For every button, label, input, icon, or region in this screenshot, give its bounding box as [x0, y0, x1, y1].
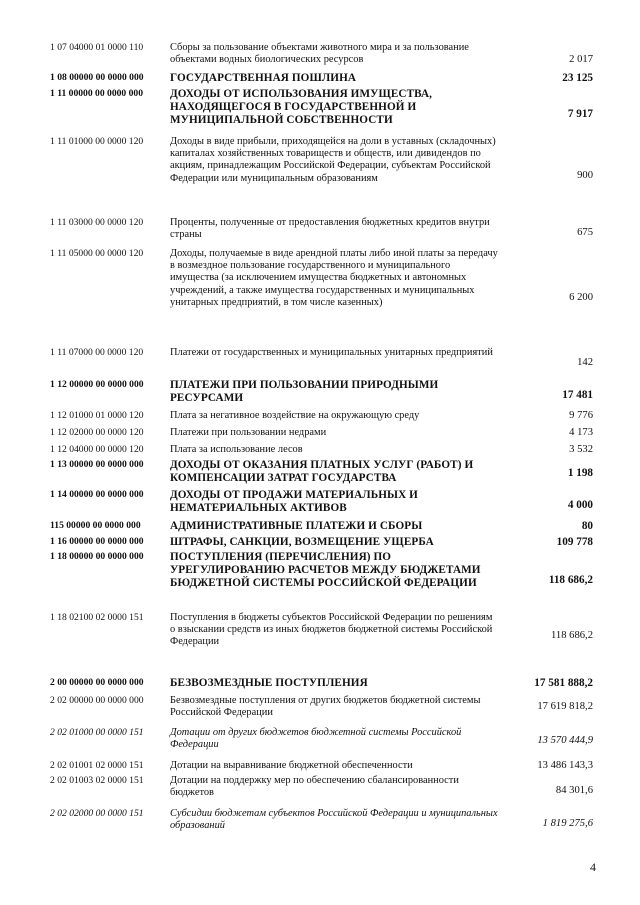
- row-code: 2 02 00000 00 0000 000: [50, 695, 144, 706]
- row-amount: 7 917: [567, 108, 593, 120]
- row-amount: 118 686,2: [548, 574, 593, 586]
- row-code: 1 11 00000 00 0000 000: [50, 88, 144, 99]
- row-code: 1 08 00000 00 0000 000: [50, 72, 144, 83]
- row-description: ДОХОДЫ ОТ ОКАЗАНИЯ ПЛАТНЫХ УСЛУГ (РАБОТ) И КОМПЕНСАЦИИ ЗАТРАТ ГОСУДАРСТВА: [170, 459, 474, 484]
- row-code: 1 11 03000 00 0000 120: [50, 217, 144, 228]
- row-code: 2 02 02000 00 0000 151: [50, 808, 144, 819]
- row-description: ГОСУДАРСТВЕННАЯ ПОШЛИНА: [170, 72, 357, 84]
- row-amount: 675: [577, 227, 593, 238]
- row-description: ПЛАТЕЖИ ПРИ ПОЛЬЗОВАНИИ ПРИРОДНЫМИ РЕСУРСАМИ: [170, 379, 439, 404]
- row-amount: 13 486 143,3: [537, 760, 593, 771]
- row-description: Плата за негативное воздействие на окружающую среду: [170, 410, 420, 421]
- row-code: 1 12 01000 01 0000 120: [50, 410, 144, 421]
- row-code: 2 02 01001 02 0000 151: [50, 760, 144, 771]
- row-description: ШТРАФЫ, САНКЦИИ, ВОЗМЕЩЕНИЕ УЩЕРБА: [170, 536, 434, 548]
- row-description: Безвозмездные поступления от других бюджетов бюджетной системы Российской Федерации: [170, 695, 481, 719]
- row-description: Плата за использование лесов: [170, 444, 303, 455]
- row-description: ДОХОДЫ ОТ ПРОДАЖИ МАТЕРИАЛЬНЫХ И НЕМАТЕРИАЛЬНЫХ АКТИВОВ: [170, 489, 418, 514]
- row-amount: 23 125: [562, 72, 593, 84]
- row-amount: 6 200: [569, 292, 593, 303]
- row-code: 1 11 07000 00 0000 120: [50, 347, 144, 358]
- row-amount: 17 481: [562, 389, 593, 401]
- row-description: Субсидии бюджетам субъектов Российской Федерации и муниципальных образований: [170, 808, 498, 832]
- row-code: 1 16 00000 00 0000 000: [50, 536, 144, 547]
- row-amount: 84 301,6: [555, 785, 593, 796]
- row-description: Дотации на поддержку мер по обеспечению сбалансированности бюджетов: [170, 775, 459, 799]
- row-amount: 3 532: [569, 444, 593, 455]
- row-amount: 900: [577, 170, 593, 181]
- row-description: Доходы в виде прибыли, приходящейся на доли в уставных (складочных) капиталах хозяйственных товариществ и обществ, или дивидендов по акциям, принадлежащим Российской Федерации, субъектам Российской Федерации или муниципальным образованиям: [170, 136, 496, 184]
- row-amount: 118 686,2: [551, 630, 593, 641]
- row-code: 1 12 04000 00 0000 120: [50, 444, 144, 455]
- row-amount: 13 570 444,9: [537, 735, 593, 746]
- row-amount: 17 619 818,2: [537, 701, 593, 712]
- row-amount: 4 000: [567, 499, 593, 511]
- row-code: 2 02 01003 02 0000 151: [50, 775, 144, 786]
- row-amount: 2 017: [569, 54, 593, 65]
- row-amount: 80: [581, 520, 593, 532]
- row-code: 1 07 04000 01 0000 110: [50, 42, 144, 53]
- row-code: 1 12 00000 00 0000 000: [50, 379, 144, 390]
- row-code: 1 11 05000 00 0000 120: [50, 248, 144, 259]
- row-description: АДМИНИСТРАТИВНЫЕ ПЛАТЕЖИ И СБОРЫ: [170, 520, 423, 532]
- row-description: Платежи от государственных и муниципальных унитарных предприятий: [170, 347, 493, 358]
- row-description: Дотации от других бюджетов бюджетной системы Российской Федерации: [170, 727, 462, 751]
- row-code: 1 13 00000 00 0000 000: [50, 459, 144, 470]
- page-number: 4: [590, 860, 596, 874]
- row-amount: 17 581 888,2: [534, 677, 593, 689]
- row-code: 1 14 00000 00 0000 000: [50, 489, 144, 500]
- row-amount: 9 776: [569, 410, 593, 421]
- row-code: 2 00 00000 00 0000 000: [50, 677, 144, 688]
- row-code: 1 11 01000 00 0000 120: [50, 136, 144, 147]
- row-description: Проценты, полученные от предоставления бюджетных кредитов внутри страны: [170, 217, 490, 241]
- row-description: Дотации на выравнивание бюджетной обеспеченности: [170, 760, 413, 771]
- row-amount: 1 819 275,6: [542, 818, 593, 829]
- row-amount: 4 173: [569, 427, 593, 438]
- row-code: 2 02 01000 00 0000 151: [50, 727, 144, 738]
- row-description: Поступления в бюджеты субъектов Российской Федерации по решениям о взыскании средств из иных бюджетов бюджетной системы Российской Федерации: [170, 612, 493, 648]
- row-amount: 1 198: [567, 467, 593, 479]
- row-description: ДОХОДЫ ОТ ИСПОЛЬЗОВАНИЯ ИМУЩЕСТВА, НАХОДЯЩЕГОСЯ В ГОСУДАРСТВЕННОЙ И МУНИЦИПАЛЬНОЙ СОБСТВЕННОСТИ: [170, 88, 433, 126]
- row-description: Сборы за пользование объектами животного мира и за пользование объектами водных биологических ресурсов: [170, 42, 469, 66]
- row-code: 1 12 02000 00 0000 120: [50, 427, 144, 438]
- row-code: 1 18 00000 00 0000 000: [50, 551, 144, 562]
- row-amount: 109 778: [556, 536, 593, 548]
- row-description: БЕЗВОЗМЕЗДНЫЕ ПОСТУПЛЕНИЯ: [170, 677, 368, 689]
- row-description: Платежи при пользовании недрами: [170, 427, 327, 438]
- row-description: Доходы, получаемые в виде арендной платы либо иной платы за передачу в возмездное пользование государственного и муниципального имущества (за исключением имущества бюджетных и автономных учреждений, а также имущества государственных и муниципальных унитарных предприятий, в том числе казенных): [170, 248, 498, 308]
- row-code: 115 00000 00 0000 000: [50, 520, 141, 531]
- row-amount: 142: [577, 357, 593, 368]
- row-description: ПОСТУПЛЕНИЯ (ПЕРЕЧИСЛЕНИЯ) ПО УРЕГУЛИРОВАНИЮ РАСЧЕТОВ МЕЖДУ БЮДЖЕТАМИ БЮДЖЕТНОЙ СИСТЕМЫ РОССИЙСКОЙ ФЕДЕРАЦИИ: [170, 551, 481, 589]
- row-code: 1 18 02100 02 0000 151: [50, 612, 144, 623]
